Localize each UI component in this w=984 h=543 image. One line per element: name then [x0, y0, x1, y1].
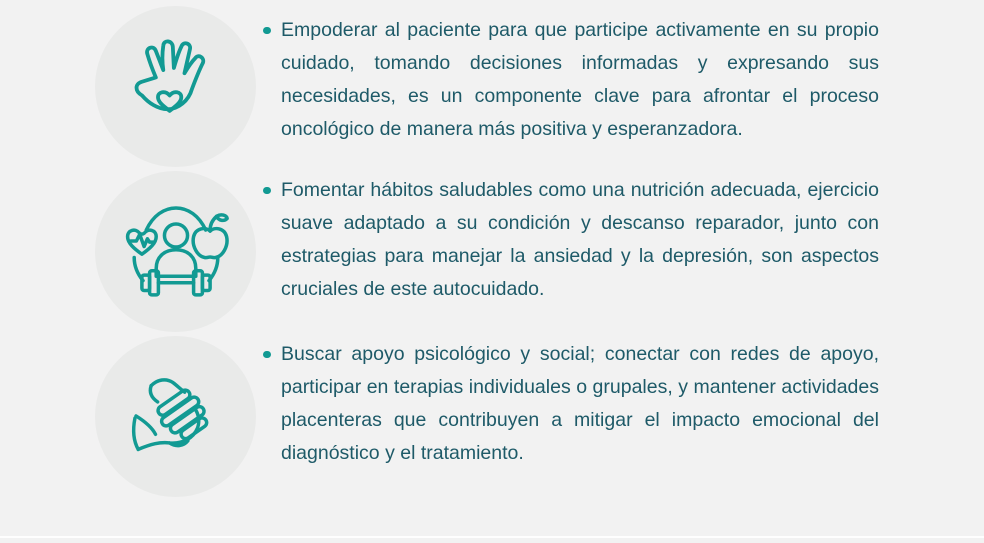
bullet-item-empower: [263, 14, 879, 146]
bullet-dot: [263, 27, 271, 35]
healthy-habits-icon: [121, 197, 231, 307]
bullet-dot: [263, 187, 271, 195]
supportive-hands-icon: [122, 363, 230, 471]
icon-circle-empower: [95, 6, 256, 167]
bullet-item-support: [263, 338, 879, 470]
bullet-text-empower: Empoderar al paciente para que participe activamente en su propio cuidado, tomando decisiones informadas y expresando sus necesidades, es un componente clave para afrontar el proceso oncológico de manera más positiva y esperanzadora.: [281, 19, 879, 140]
bullet-text-support: Buscar apoyo psicológico y social; conectar con redes de apoyo, participar en terapias individuales o grupales, y mantener actividades placenteras que contribuyen a mitigar el impacto emocional del diagnóstico y el tratamiento.: [281, 343, 879, 464]
bullet-dot: [263, 351, 271, 359]
bullet-item-habits: [263, 174, 879, 306]
icon-circle-support: [95, 336, 256, 497]
bottom-divider: [0, 536, 984, 538]
hand-heart-icon: [123, 34, 229, 140]
icon-circle-habits: [95, 171, 256, 332]
bullet-text-habits: Fomentar hábitos saludables como una nutrición adecuada, ejercicio suave adaptado a su condición y descanso reparador, junto con estrategias para manejar la ansiedad y la depresión, son aspectos cruciales de este autocuidado.: [281, 179, 879, 300]
